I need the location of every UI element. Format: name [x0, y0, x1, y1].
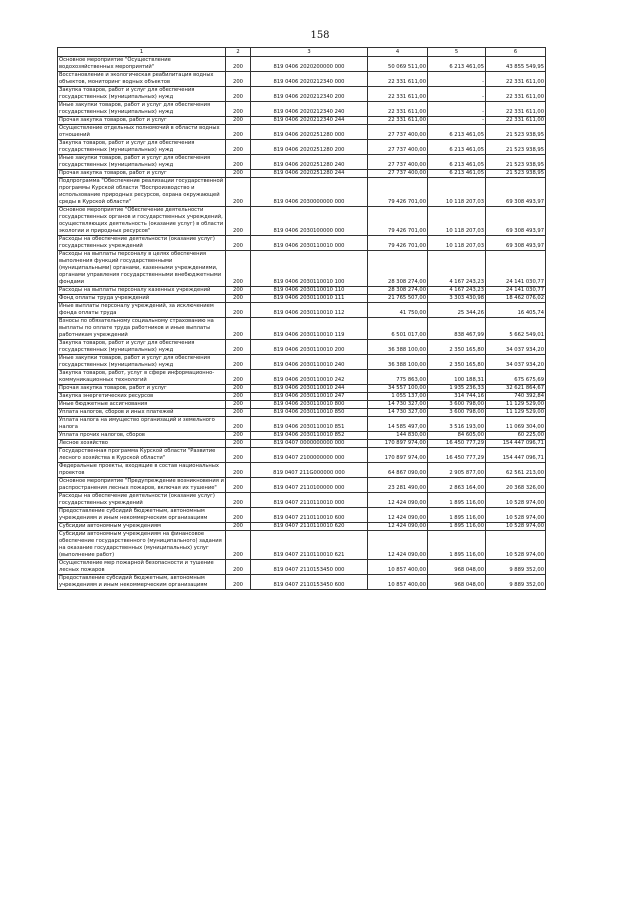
row-amount-cell: 314 744,16 — [428, 393, 486, 401]
row-classification-cell: 819 0406 2030000000 000 — [251, 178, 368, 207]
row-amount-cell: 3 516 193,00 — [428, 417, 486, 432]
row-classification-cell: 819 0407 211G000000 000 — [251, 463, 368, 478]
table-row — [58, 560, 546, 575]
row-name-cell: Закупка товаров, работ, услуг в сфере информационно-коммуникационных технологий — [58, 370, 226, 385]
row-amount-cell: 4 167 243,23 — [428, 287, 486, 295]
row-amount-cell: 27 737 400,00 — [368, 170, 428, 178]
row-code-cell: 200 — [226, 432, 251, 440]
row-amount-cell: - — [428, 87, 486, 102]
table-row — [58, 523, 546, 531]
row-amount-cell: 11 129 529,00 — [486, 409, 546, 417]
row-classification-cell: 819 0406 2030110010 110 — [251, 287, 368, 295]
row-amount-cell: 2 863 164,00 — [428, 478, 486, 493]
row-name-cell: Иные закупки товаров, работ и услуг для обеспечения государственных (муниципальных) нужд — [58, 102, 226, 117]
row-name-cell: Восстановление и экологическая реабилитация водных объектов, мониторинг водных объектов — [58, 72, 226, 87]
row-amount-cell: 6 213 461,05 — [428, 140, 486, 155]
row-amount-cell: 10 528 974,00 — [486, 523, 546, 531]
row-name-cell: Уплата прочих налогов, сборов — [58, 432, 226, 440]
row-classification-cell: 819 0406 2030110010 247 — [251, 393, 368, 401]
row-amount-cell: 10 528 974,00 — [486, 493, 546, 508]
row-code-cell: 200 — [226, 417, 251, 432]
row-code-cell: 200 — [226, 478, 251, 493]
row-classification-cell: 819 0406 2030110010 240 — [251, 355, 368, 370]
row-amount-cell: 675 675,69 — [486, 370, 546, 385]
row-code-cell: 200 — [226, 57, 251, 72]
row-name-cell: Расходы на выплаты персоналу в целях обеспечения выполнения функций государственными (муниципальными) органами, казенными учреждениями, органами управления государственными внебюджетными фондами — [58, 251, 226, 287]
row-name-cell: Фонд оплаты труда учреждений — [58, 295, 226, 303]
row-code-cell: 200 — [226, 531, 251, 560]
row-name-cell: Предоставление субсидий бюджетным, автономным учреждениям и иным некоммерческим организациям — [58, 575, 226, 590]
row-amount-cell: 14 730 327,00 — [368, 409, 428, 417]
row-amount-cell: 3 600 798,00 — [428, 409, 486, 417]
row-amount-cell: 2 350 165,80 — [428, 355, 486, 370]
table-row — [58, 508, 546, 523]
row-name-cell: Закупка энергетических ресурсов — [58, 393, 226, 401]
row-amount-cell: 21 765 507,00 — [368, 295, 428, 303]
row-amount-cell: - — [428, 72, 486, 87]
table-header-row — [58, 48, 546, 57]
row-code-cell: 200 — [226, 401, 251, 409]
row-amount-cell: 12 424 090,00 — [368, 508, 428, 523]
row-classification-cell: 819 0407 2110110010 620 — [251, 523, 368, 531]
row-classification-cell: 819 0406 2030110010 111 — [251, 295, 368, 303]
column-header: 6 — [486, 48, 546, 57]
row-amount-cell: - — [428, 117, 486, 125]
row-code-cell: 200 — [226, 102, 251, 117]
row-classification-cell: 819 0407 2110110010 000 — [251, 493, 368, 508]
row-amount-cell: 154 447 096,71 — [486, 440, 546, 448]
row-amount-cell: 28 308 274,00 — [368, 251, 428, 287]
row-amount-cell: 21 523 938,95 — [486, 170, 546, 178]
row-code-cell: 200 — [226, 463, 251, 478]
table-row — [58, 170, 546, 178]
row-amount-cell: 5 662 549,01 — [486, 318, 546, 340]
row-classification-cell: 819 0406 2020251280 240 — [251, 155, 368, 170]
row-amount-cell: 21 523 938,95 — [486, 155, 546, 170]
row-amount-cell: 28 308 274,00 — [368, 287, 428, 295]
column-header: 5 — [428, 48, 486, 57]
row-amount-cell: 60 225,00 — [486, 432, 546, 440]
row-code-cell: 200 — [226, 178, 251, 207]
row-classification-cell: 819 0406 2030110010 242 — [251, 370, 368, 385]
table-row — [58, 478, 546, 493]
row-name-cell: Прочая закупка товаров, работ и услуг — [58, 117, 226, 125]
table-row — [58, 370, 546, 385]
row-amount-cell: 69 308 493,97 — [486, 178, 546, 207]
row-name-cell: Федеральные проекты, входящие в состав национальных проектов — [58, 463, 226, 478]
row-amount-cell: 1 055 137,00 — [368, 393, 428, 401]
row-amount-cell: 18 462 076,02 — [486, 295, 546, 303]
row-amount-cell: 22 331 611,00 — [486, 102, 546, 117]
row-classification-cell: 819 0406 2020212340 200 — [251, 87, 368, 102]
row-classification-cell: 819 0406 2030100000 000 — [251, 207, 368, 236]
row-amount-cell: 10 118 207,03 — [428, 207, 486, 236]
row-code-cell: 200 — [226, 155, 251, 170]
row-name-cell: Осуществление отдельных полномочий в области водных отношений — [58, 125, 226, 140]
row-amount-cell: 79 426 701,00 — [368, 178, 428, 207]
row-amount-cell: 968 048,00 — [428, 560, 486, 575]
table-row — [58, 303, 546, 318]
row-amount-cell: 27 737 400,00 — [368, 125, 428, 140]
row-amount-cell: 34 557 100,00 — [368, 385, 428, 393]
row-code-cell: 200 — [226, 287, 251, 295]
row-code-cell: 200 — [226, 385, 251, 393]
row-amount-cell: 27 737 400,00 — [368, 140, 428, 155]
row-amount-cell: 22 331 611,00 — [368, 87, 428, 102]
row-amount-cell: 14 585 497,00 — [368, 417, 428, 432]
row-code-cell: 200 — [226, 440, 251, 448]
row-classification-cell: 819 0407 2100000000 000 — [251, 448, 368, 463]
column-header: 1 — [58, 48, 226, 57]
row-code-cell: 200 — [226, 575, 251, 590]
row-amount-cell: 22 331 611,00 — [368, 117, 428, 125]
row-amount-cell: 9 889 352,00 — [486, 560, 546, 575]
row-amount-cell: 4 167 243,23 — [428, 251, 486, 287]
row-code-cell: 200 — [226, 523, 251, 531]
row-classification-cell: 819 0406 2030110010 244 — [251, 385, 368, 393]
row-amount-cell: 154 447 096,71 — [486, 448, 546, 463]
row-classification-cell: 819 0406 2020251280 000 — [251, 125, 368, 140]
row-amount-cell: 36 388 100,00 — [368, 355, 428, 370]
row-name-cell: Закупка товаров, работ и услуг для обеспечения государственных (муниципальных) нужд — [58, 87, 226, 102]
row-amount-cell: 22 331 611,00 — [486, 87, 546, 102]
row-code-cell: 200 — [226, 493, 251, 508]
row-amount-cell: 23 281 490,00 — [368, 478, 428, 493]
row-amount-cell: 79 426 701,00 — [368, 236, 428, 251]
row-code-cell: 200 — [226, 393, 251, 401]
row-name-cell: Закупка товаров, работ и услуг для обеспечения государственных (муниципальных) нужд — [58, 340, 226, 355]
row-classification-cell: 819 0406 2030110010 851 — [251, 417, 368, 432]
row-code-cell: 200 — [226, 409, 251, 417]
row-amount-cell: 1 935 236,33 — [428, 385, 486, 393]
row-code-cell: 200 — [226, 560, 251, 575]
row-amount-cell: 100 188,31 — [428, 370, 486, 385]
row-amount-cell: 1 895 116,00 — [428, 531, 486, 560]
row-classification-cell: 819 0406 2020212340 000 — [251, 72, 368, 87]
row-name-cell: Иные выплаты персоналу учреждений, за исключением фонда оплаты труда — [58, 303, 226, 318]
table-row — [58, 401, 546, 409]
row-classification-cell: 819 0406 2020212340 240 — [251, 102, 368, 117]
row-amount-cell: 11 069 304,00 — [486, 417, 546, 432]
row-classification-cell: 819 0407 2110153450 600 — [251, 575, 368, 590]
row-amount-cell: 16 405,74 — [486, 303, 546, 318]
table-row — [58, 417, 546, 432]
row-name-cell: Уплата налога на имущество организаций и земельного налога — [58, 417, 226, 432]
row-amount-cell: 6 213 461,05 — [428, 170, 486, 178]
row-code-cell: 200 — [226, 318, 251, 340]
row-classification-cell: 819 0406 2030110010 200 — [251, 340, 368, 355]
row-classification-cell: 819 0406 2030110010 800 — [251, 401, 368, 409]
row-name-cell: Государственная программа Курской области "Развитие лесного хозяйства в Курской области" — [58, 448, 226, 463]
table-row — [58, 393, 546, 401]
table-row — [58, 140, 546, 155]
budget-table — [57, 47, 546, 590]
row-amount-cell: 25 344,26 — [428, 303, 486, 318]
row-amount-cell: 9 889 352,00 — [486, 575, 546, 590]
row-amount-cell: 24 141 030,77 — [486, 287, 546, 295]
row-code-cell: 200 — [226, 236, 251, 251]
row-amount-cell: 144 830,00 — [368, 432, 428, 440]
row-classification-cell: 819 0407 2110100000 000 — [251, 478, 368, 493]
row-code-cell: 200 — [226, 207, 251, 236]
table-row — [58, 432, 546, 440]
row-amount-cell: 41 750,00 — [368, 303, 428, 318]
table-row — [58, 575, 546, 590]
row-name-cell: Основное мероприятие "Осуществление водохозяйственных мероприятий" — [58, 57, 226, 72]
row-name-cell: Расходы на обеспечение деятельности (оказание услуг) государственных учреждений — [58, 236, 226, 251]
row-amount-cell: 740 392,84 — [486, 393, 546, 401]
row-name-cell: Прочая закупка товаров, работ и услуг — [58, 385, 226, 393]
table-row — [58, 251, 546, 287]
table-row — [58, 57, 546, 72]
row-code-cell: 200 — [226, 370, 251, 385]
row-amount-cell: 16 450 777,29 — [428, 448, 486, 463]
row-name-cell: Субсидии автономным учреждениям на финансовое обеспечение государственного (муниципального) задания на оказание государственных (муниципальных) услуг (выполнение работ) — [58, 531, 226, 560]
row-amount-cell: 22 331 611,00 — [486, 72, 546, 87]
row-classification-cell: 819 0406 2020251280 200 — [251, 140, 368, 155]
row-name-cell: Прочая закупка товаров, работ и услуг — [58, 170, 226, 178]
row-amount-cell: 22 331 611,00 — [368, 102, 428, 117]
row-amount-cell: 24 141 030,77 — [486, 251, 546, 287]
row-code-cell: 200 — [226, 448, 251, 463]
row-amount-cell: 170 897 974,00 — [368, 448, 428, 463]
row-name-cell: Расходы на выплаты персоналу казенных учреждений — [58, 287, 226, 295]
row-amount-cell: 2 905 877,00 — [428, 463, 486, 478]
row-amount-cell: 838 467,99 — [428, 318, 486, 340]
table-row — [58, 493, 546, 508]
row-classification-cell: 819 0406 2020251280 244 — [251, 170, 368, 178]
table-row — [58, 117, 546, 125]
row-amount-cell: 3 600 798,00 — [428, 401, 486, 409]
row-name-cell: Основное мероприятие "Предупреждение возникновения и распространения лесных пожаров, включая их тушение" — [59, 478, 224, 491]
table-row — [58, 318, 546, 340]
row-code-cell: 200 — [226, 170, 251, 178]
row-amount-cell: 10 528 974,00 — [486, 508, 546, 523]
row-code-cell: 200 — [226, 340, 251, 355]
row-amount-cell: 16 450 777,29 — [428, 440, 486, 448]
row-amount-cell: 3 303 430,98 — [428, 295, 486, 303]
row-code-cell: 200 — [226, 251, 251, 287]
row-name-cell: Основное мероприятие "Обеспечение деятельности государственных органов и государственных учреждений, осуществляющих деятельность (оказание услуг) в области экологии и природных ресурсов" — [58, 207, 226, 236]
row-amount-cell: 12 424 090,00 — [368, 493, 428, 508]
row-amount-cell: 50 069 511,00 — [368, 57, 428, 72]
row-amount-cell: 27 737 400,00 — [368, 155, 428, 170]
table-row — [58, 178, 546, 207]
table-row — [58, 125, 546, 140]
row-code-cell: 200 — [226, 72, 251, 87]
row-amount-cell: 21 523 938,95 — [486, 125, 546, 140]
row-name-cell: Осуществление мер пожарной безопасности и тушение лесных пожаров — [58, 560, 226, 575]
row-amount-cell: - — [428, 102, 486, 117]
row-amount-cell: 84 605,00 — [428, 432, 486, 440]
row-name-cell: Подпрограмма "Обеспечение реализации государственной программы Курской области "Воспроизводство и использование природных ресурсов, охрана окружающей среды в Курской области" — [58, 178, 226, 207]
table-row — [58, 385, 546, 393]
table-row — [58, 287, 546, 295]
row-amount-cell: 62 561 213,00 — [486, 463, 546, 478]
row-classification-cell: 819 0406 2020212340 244 — [251, 117, 368, 125]
row-name-cell: Предоставление субсидий бюджетным, автономным учреждениям и иным некоммерческим организациям — [58, 508, 226, 523]
row-amount-cell: 6 213 461,05 — [428, 155, 486, 170]
row-name-cell: Закупка товаров, работ и услуг для обеспечения государственных (муниципальных) нужд — [58, 140, 226, 155]
row-amount-cell: 69 308 493,97 — [486, 236, 546, 251]
table-row — [58, 440, 546, 448]
row-classification-cell: 819 0406 2020200000 000 — [251, 57, 368, 72]
row-amount-cell: 11 129 529,00 — [486, 401, 546, 409]
row-amount-cell: 10 118 207,03 — [428, 178, 486, 207]
table-row — [58, 207, 546, 236]
table-row — [58, 295, 546, 303]
row-classification-cell: 819 0406 2030110010 112 — [251, 303, 368, 318]
row-amount-cell: 34 037 934,20 — [486, 340, 546, 355]
row-amount-cell: 1 895 116,00 — [428, 493, 486, 508]
row-name-cell: Взносы по обязательному социальному страхованию на выплаты по оплате труда работников и иные выплаты работникам учреждений — [58, 318, 226, 340]
row-classification-cell: 819 0407 2110110010 621 — [251, 531, 368, 560]
row-amount-cell: 2 350 165,80 — [428, 340, 486, 355]
table-row — [58, 463, 546, 478]
row-amount-cell: 32 621 864,67 — [486, 385, 546, 393]
row-amount-cell: 79 426 701,00 — [368, 207, 428, 236]
row-amount-cell: 10 118 207,03 — [428, 236, 486, 251]
row-classification-cell: 819 0406 2030110010 000 — [251, 236, 368, 251]
row-classification-cell: 819 0406 2030110010 852 — [251, 432, 368, 440]
row-amount-cell: 14 730 327,00 — [368, 401, 428, 409]
row-amount-cell: 6 501 017,00 — [368, 318, 428, 340]
row-code-cell: 200 — [226, 87, 251, 102]
row-amount-cell: 775 863,00 — [368, 370, 428, 385]
row-code-cell: 200 — [226, 295, 251, 303]
row-amount-cell: 6 213 461,05 — [428, 57, 486, 72]
table-row — [58, 87, 546, 102]
row-classification-cell: 819 0407 2110153450 000 — [251, 560, 368, 575]
row-amount-cell: 1 895 116,00 — [428, 508, 486, 523]
row-code-cell: 200 — [226, 508, 251, 523]
table-row — [58, 355, 546, 370]
page-number: 158 — [310, 30, 330, 41]
table-row — [58, 340, 546, 355]
column-header: 2 — [226, 48, 251, 57]
table-row — [58, 531, 546, 560]
row-code-cell: 200 — [226, 125, 251, 140]
table-row — [58, 72, 546, 87]
row-amount-cell: 12 424 090,00 — [368, 523, 428, 531]
row-code-cell: 200 — [226, 117, 251, 125]
table-row — [58, 236, 546, 251]
row-amount-cell: 6 213 461,05 — [428, 125, 486, 140]
row-amount-cell: 64 867 090,00 — [368, 463, 428, 478]
row-amount-cell: 170 897 974,00 — [368, 440, 428, 448]
table-row — [58, 448, 546, 463]
row-amount-cell: 22 331 611,00 — [368, 72, 428, 87]
row-amount-cell: 10 857 400,00 — [368, 560, 428, 575]
table-row — [58, 155, 546, 170]
column-header: 4 — [368, 48, 428, 57]
row-code-cell: 200 — [226, 140, 251, 155]
row-amount-cell: 10 857 400,00 — [368, 575, 428, 590]
row-amount-cell: 34 037 934,20 — [486, 355, 546, 370]
row-classification-cell: 819 0406 2030110010 119 — [251, 318, 368, 340]
row-classification-cell: 819 0406 2030110010 850 — [251, 409, 368, 417]
table-body — [58, 57, 546, 590]
row-amount-cell: 10 528 974,00 — [486, 531, 546, 560]
row-code-cell: 200 — [226, 355, 251, 370]
row-code-cell: 200 — [226, 303, 251, 318]
column-header: 3 — [251, 48, 368, 57]
table-row — [58, 102, 546, 117]
row-amount-cell: 69 308 493,97 — [486, 207, 546, 236]
row-name-cell: Иные закупки товаров, работ и услуг для обеспечения государственных (муниципальных) нужд — [58, 355, 226, 370]
row-classification-cell: 819 0407 2110110010 600 — [251, 508, 368, 523]
row-name-cell: Расходы на обеспечение деятельности (оказание услуг) государственных учреждений — [58, 493, 226, 508]
row-name-cell: Уплата налогов, сборов и иных платежей — [58, 409, 226, 417]
row-amount-cell: 22 331 611,00 — [486, 117, 546, 125]
row-classification-cell: 819 0407 0000000000 000 — [251, 440, 368, 448]
row-name-cell: Иные бюджетные ассигнования — [58, 401, 226, 409]
table-row — [58, 409, 546, 417]
row-amount-cell: 36 388 100,00 — [368, 340, 428, 355]
row-classification-cell: 819 0406 2030110010 100 — [251, 251, 368, 287]
row-amount-cell: 20 368 326,00 — [486, 478, 546, 493]
row-name-cell: Лесное хозяйство — [58, 440, 226, 448]
row-amount-cell: 43 855 549,95 — [486, 57, 546, 72]
row-name-cell: Иные закупки товаров, работ и услуг для обеспечения государственных (муниципальных) нужд — [58, 155, 226, 170]
row-amount-cell: 12 424 090,00 — [368, 531, 428, 560]
row-amount-cell: 21 523 938,95 — [486, 140, 546, 155]
row-amount-cell: 968 048,00 — [428, 575, 486, 590]
row-name-cell: Субсидии автономным учреждениям — [58, 523, 226, 531]
row-amount-cell: 1 895 116,00 — [428, 523, 486, 531]
